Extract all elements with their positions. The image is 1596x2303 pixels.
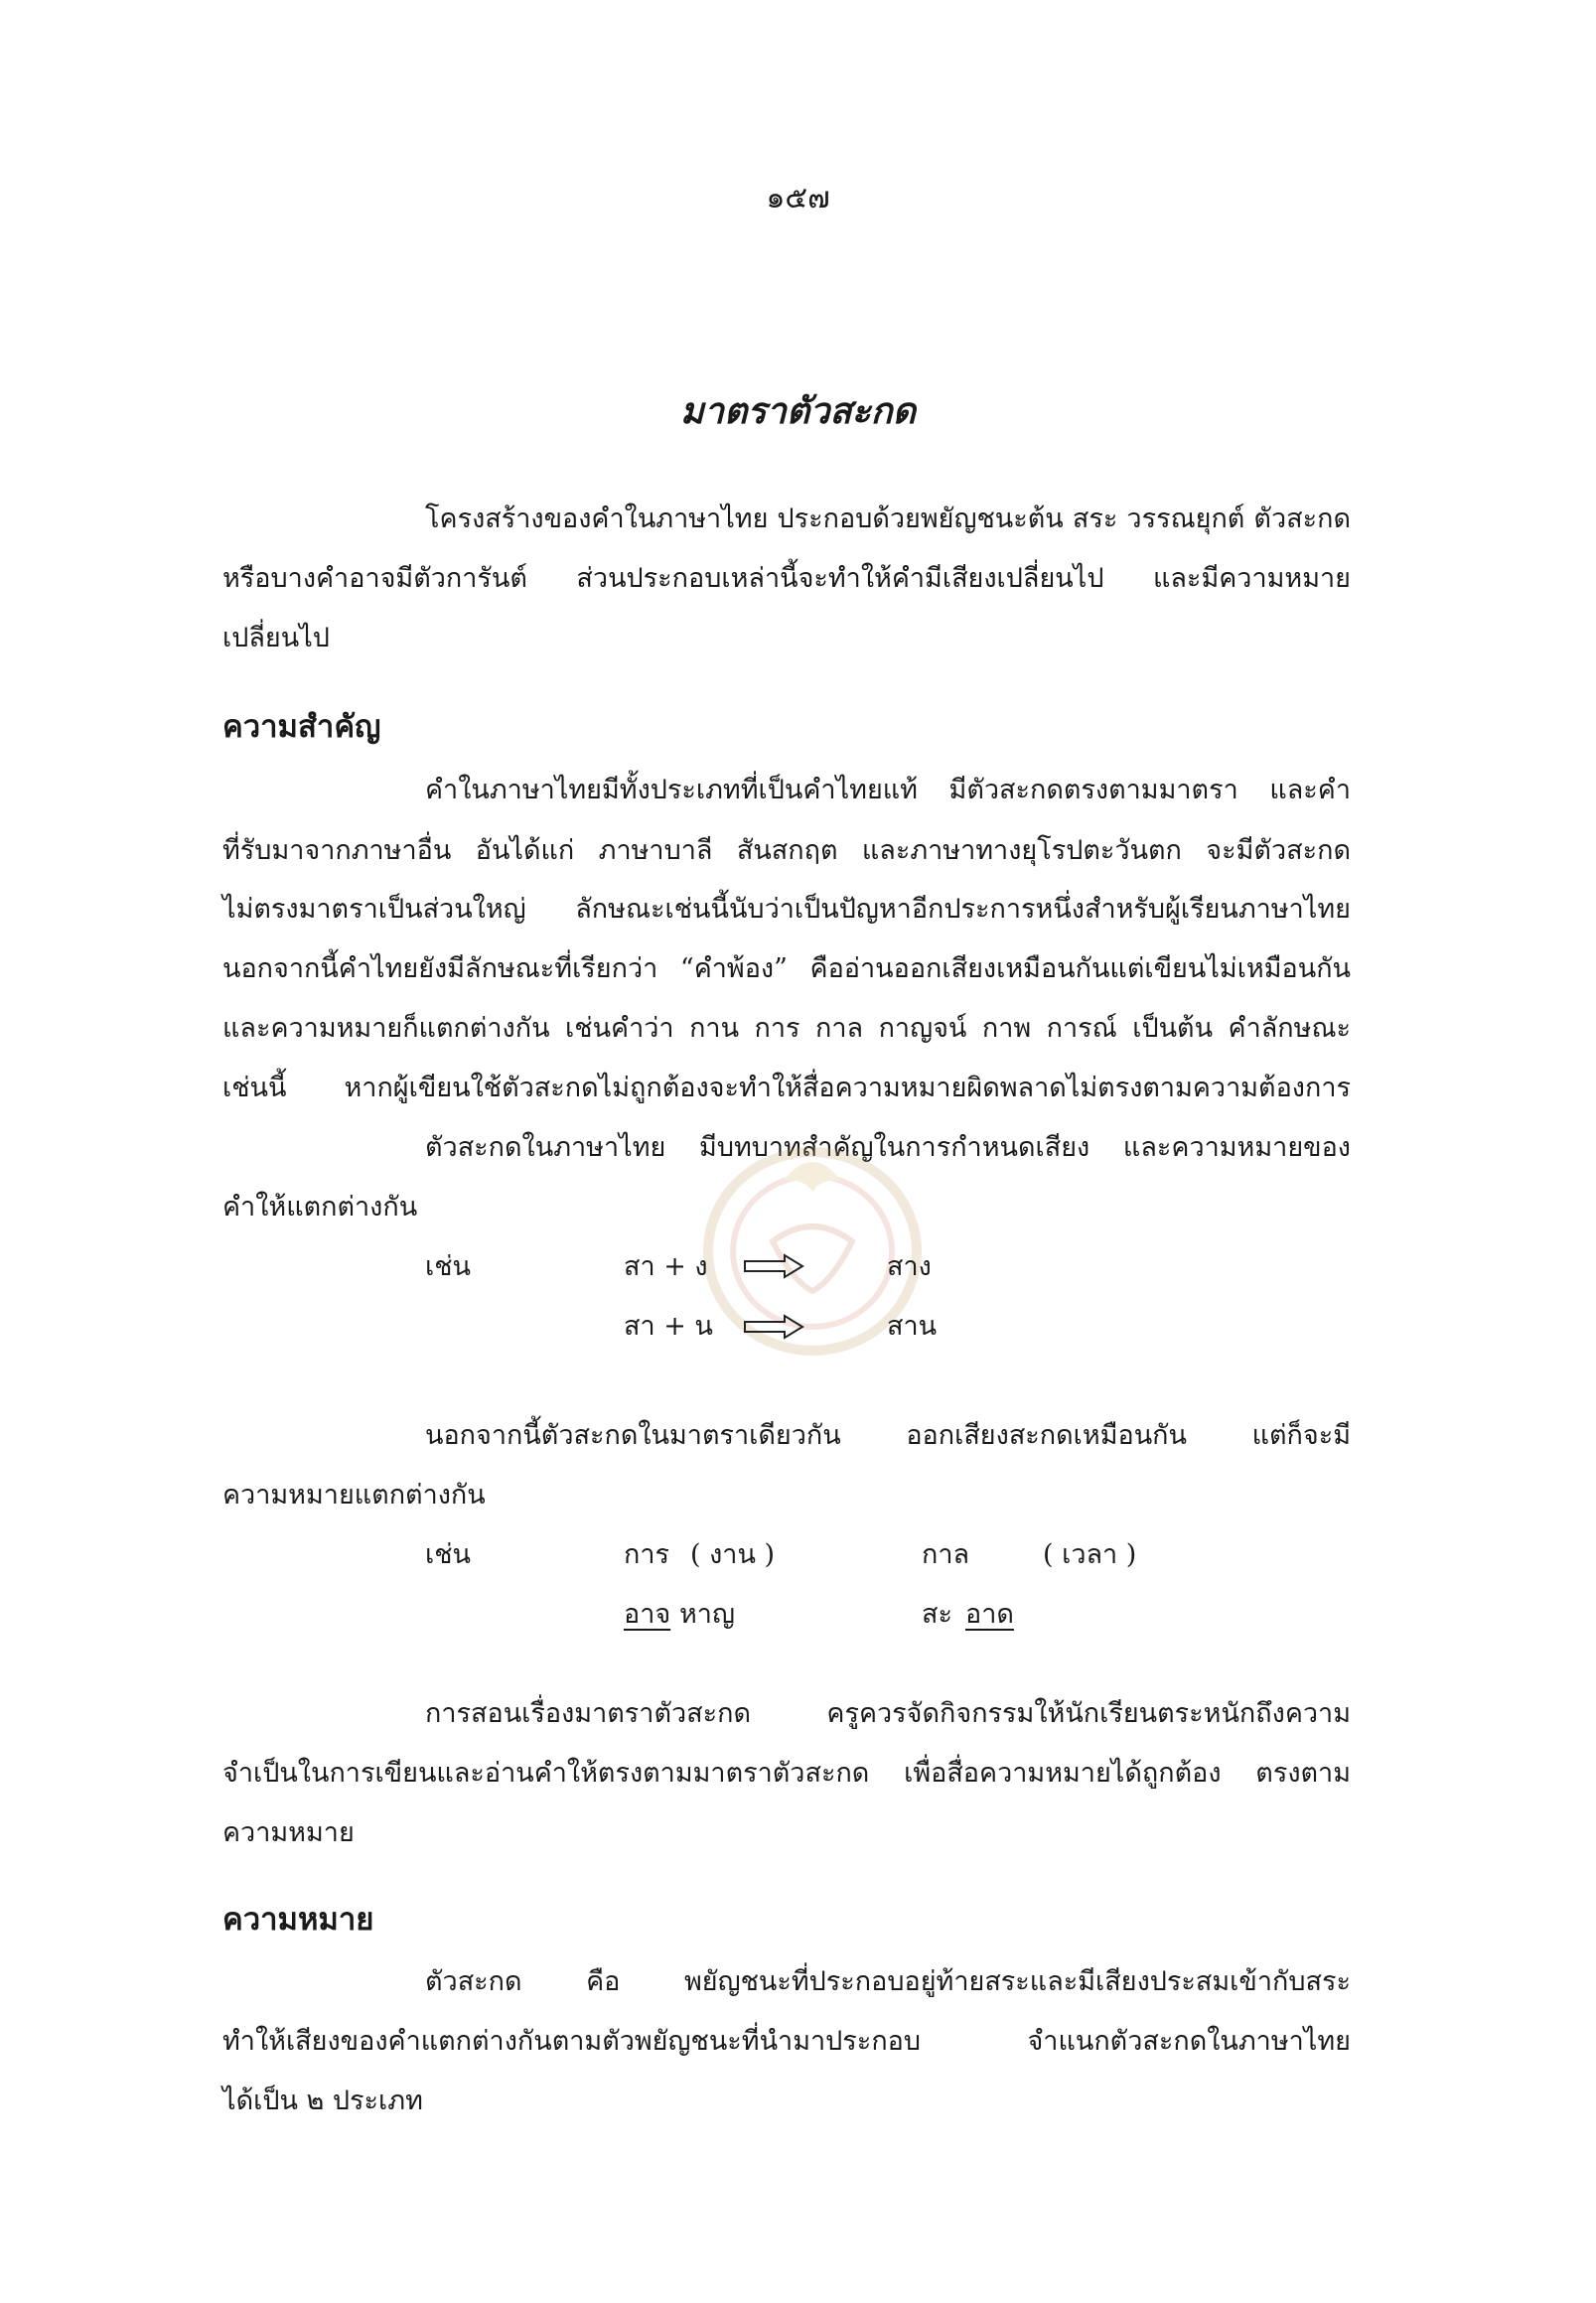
section-heading-importance: ความสำคัญ [222,709,381,745]
example1-row1-output: สาง [887,1251,932,1282]
example1-row2-output: สาน [887,1311,938,1342]
meaning-line-3: ได้เป็น ๒ ประเภท [222,2086,423,2116]
importance-para4-line-1: การสอนเรื่องมาตราตัวสะกด ครูควรจัดกิจกรรมให้นักเรียนตระหนักถึงความ [425,1698,1351,1729]
example2-row2-left-underlined: อาจ [624,1599,671,1630]
arrow-right-icon [743,1314,804,1340]
meaning-line-1: ตัวสะกด คือ พยัญชนะที่ประกอบอยู่ท้ายสระและมีเสียงประสมเข้ากับสระ [425,1966,1351,1997]
example2-row2-right-underlined: อาด [965,1599,1014,1630]
intro-line-1: โครงสร้างของคำในภาษาไทย ประกอบด้วยพยัญชนะต้น สระ วรรณยุกต์ ตัวสะกด [425,504,1351,534]
importance-para1-line-6: เช่นนี้ หากผู้เขียนใช้ตัวสะกดไม่ถูกต้องจะทำให้สื่อความหมายผิดพลาดไม่ตรงตามความต้องการ [222,1073,1351,1103]
importance-para4-line-2: จำเป็นในการเขียนและอ่านคำให้ตรงตามมาตราตัวสะกด เพื่อสื่อความหมายได้ถูกต้อง ตรงตาม [222,1758,1351,1789]
example1-label: เช่น [425,1251,472,1282]
importance-para1-line-1: คำในภาษาไทยมีทั้งประเภทที่เป็นคำไทยแท้ มีตัวสะกดตรงตามมาตรา และคำ [425,775,1351,805]
example2-row1-left: การ [624,1539,670,1570]
importance-para2-line-2: คำให้แตกต่างกัน [222,1192,418,1223]
importance-para3-line-1: นอกจากนี้ตัวสะกดในมาตราเดียวกัน ออกเสียงสะกดเหมือนกัน แต่ก็จะมี [425,1420,1351,1451]
example2-row2-left-rest: หาญ [679,1599,735,1630]
importance-para3-line-2: ความหมายแตกต่างกัน [222,1480,486,1511]
example1-row2-input: สา + น [624,1311,713,1342]
page-number: ๑๕๗ [766,181,830,216]
intro-line-2: หรือบางคำอาจมีตัวการันต์ ส่วนประกอบเหล่านี้จะทำให้คำมีเสียงเปลี่ยนไป และมีความหมาย [222,563,1351,594]
example1-row1-input: สา + ง [624,1251,708,1282]
meaning-line-2: ทำให้เสียงของคำแตกต่างกันตามตัวพยัญชนะที่นำมาประกอบ จำแนกตัวสะกดในภาษาไทย [222,2026,1351,2057]
example2-row1-right: กาล [922,1539,970,1570]
importance-para2-line-1: ตัวสะกดในภาษาไทย มีบทบาทสำคัญในการกำหนดเสียง และความหมายของ [425,1132,1351,1163]
importance-para1-line-5: และความหมายก็แตกต่างกัน เช่นคำว่า กาน การ กาล กาญจน์ กาพ การณ์ เป็นต้น คำลักษณะ [222,1013,1351,1044]
section-heading-meaning: ความหมาย [222,1902,374,1938]
importance-para1-line-4: นอกจากนี้คำไทยยังมีลักษณะที่เรียกว่า “คำพ้อง” คืออ่านออกเสียงเหมือนกันแต่เขียนไม่เหมือนกัน [222,953,1351,984]
intro-line-3: เปลี่ยนไป [222,623,330,653]
example2-row1-left-gloss: ( งาน ) [690,1539,776,1570]
arrow-right-icon [743,1253,804,1279]
example2-row1-right-gloss: ( เวลา ) [1043,1539,1137,1570]
importance-para1-line-2: ที่รับมาจากภาษาอื่น อันได้แก่ ภาษาบาลี สันสกฤต และภาษาทางยุโรปตะวันตก จะมีตัวสะกด [222,835,1351,866]
example2-label: เช่น [425,1539,472,1570]
importance-para1-line-3: ไม่ตรงมาตราเป็นส่วนใหญ่ ลักษณะเช่นนี้นับว่าเป็นปัญหาอีกประการหนึ่งสำหรับผู้เรียนภาษาไทย [222,894,1351,925]
page-title: มาตราตัวสะกด [680,390,916,432]
example2-row2-right-prefix: สะ [922,1599,952,1630]
importance-para4-line-3: ความหมาย [222,1817,355,1848]
